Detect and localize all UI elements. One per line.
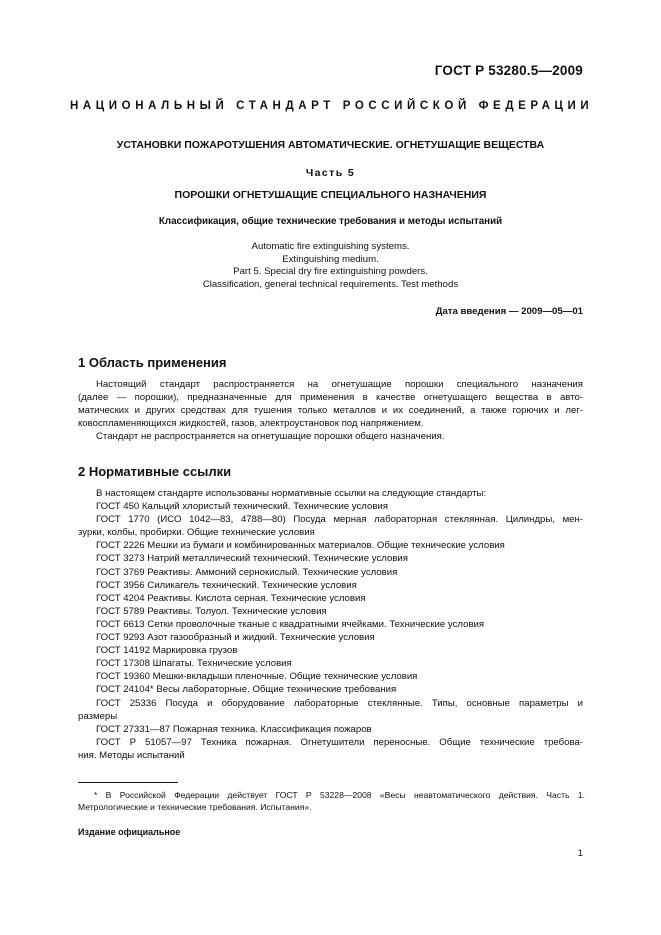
english-title-line: Classification, general technical requirements. Test methods <box>202 278 459 290</box>
part-label: Часть 5 <box>305 167 356 179</box>
reference-line: ГОСТ 2226 Мешки из бумаги и комбинированных материалов. Общие технические условия <box>96 540 505 552</box>
paragraph-line: ковоспламеняющихся жидкостей, газов, электроустановок под напряжением. <box>78 418 424 430</box>
reference-line: зурки, колбы, пробирки. Общие технические условия <box>78 527 315 539</box>
reference-line: ГОСТ 4204 Реактивы. Кислота серная. Технические условия <box>96 592 366 604</box>
paragraph-line: Стандарт не распространяется на огнетушащие порошки общего назначения. <box>96 431 445 443</box>
section-1-heading: 1 Область применения <box>78 355 227 370</box>
section-1-body <box>78 378 583 443</box>
reference-line: ГОСТ 24104* Весы лабораторные. Общие технические требования <box>96 684 397 696</box>
reference-line: ГОСТ 9293 Азот газообразный и жидкий. Технические условия <box>96 632 375 644</box>
reference-line: ГОСТ Р 51057—97 Техника пожарная. Огнетушители переносные. Общие технические требова- <box>96 736 583 748</box>
reference-line: ГОСТ 19360 Мешки-вкладыши пленочные. Общие технические условия <box>96 671 418 683</box>
paragraph-line: матических и других средствах для тушения только металлов и их соединений, а также горючих и лег- <box>78 405 583 417</box>
reference-line: ГОСТ 3956 Силикагель технический. Технические условия <box>96 579 357 591</box>
footnote <box>78 789 585 813</box>
paragraph-line: (далее — порошки), предназначенные для применения в качестве огнетушащего вещества в авто- <box>78 392 583 404</box>
reference-line: В настоящем стандарте использованы нормативные ссылки на следующие стандарты: <box>96 488 487 499</box>
reference-line: ГОСТ 3273 Натрий металлический технический. Технические условия <box>96 553 408 565</box>
page-number: 1 <box>577 848 583 859</box>
paragraph-line: Настоящий стандарт распространяется на огнетушащие порошки специального назначения <box>96 379 583 390</box>
footnote-line: Метрологические и технические требования. Испытания». <box>78 802 312 812</box>
section-2-body <box>78 487 583 762</box>
part-title: ПОРОШКИ ОГНЕТУШАЩИЕ СПЕЦИАЛЬНОГО НАЗНАЧЕНИЯ <box>174 189 487 201</box>
english-title-line: Part 5. Special dry fire extinguishing powders. <box>233 266 428 278</box>
reference-line: ГОСТ 14192 Маркировка грузов <box>96 645 238 657</box>
document-title: УСТАНОВКИ ПОЖАРОТУШЕНИЯ АВТОМАТИЧЕСКИЕ. ОГНЕТУШАЩИЕ ВЕЩЕСТВА <box>116 139 545 151</box>
document-number: ГОСТ Р 53280.5—2009 <box>434 63 583 78</box>
national-standard-banner: НАЦИОНАЛЬНЫЙ СТАНДАРТ РОССИЙСКОЙ ФЕДЕРАЦИИ <box>70 100 594 112</box>
reference-line: ГОСТ 17308 Шпагаты. Технические условия <box>96 658 292 670</box>
reference-line: ния. Методы испытаний <box>78 749 185 761</box>
reference-line: ГОСТ 6613 Сетки проволочные тканые с квадратными ячейками. Технические условия <box>96 618 485 630</box>
footnote-line: * В Российской Федерации действует ГОСТ Р 53228—2008 «Весы неавтоматического действия. Часть 1. <box>94 790 585 800</box>
introduction-date: Дата введения — 2009—05—01 <box>435 306 583 317</box>
reference-line: ГОСТ 450 Кальций хлористый технический. Технические условия <box>96 501 388 513</box>
official-edition-label: Издание официальное <box>78 827 181 837</box>
reference-line: ГОСТ 27331—87 Пожарная техника. Классификация пожаров <box>96 723 372 735</box>
section-2-heading: 2 Нормативные ссылки <box>78 464 232 479</box>
reference-line: ГОСТ 5789 Реактивы. Толуол. Технические условия <box>96 605 327 617</box>
part-subtitle: Классификация, общие технические требования и методы испытаний <box>158 216 503 227</box>
footnote-divider <box>78 782 178 783</box>
english-title <box>60 241 601 291</box>
reference-line: размеры <box>78 710 118 722</box>
reference-line: ГОСТ 3769 Реактивы. Аммоний сернокислый. Технические условия <box>96 566 398 578</box>
reference-line: ГОСТ 25336 Посуда и оборудование лабораторные стеклянные. Типы, основные параметры и <box>96 697 583 709</box>
reference-line: ГОСТ 1770 (ИСО 1042—83, 4788—80) Посуда мерная лабораторная стеклянная. Цилиндры, мен- <box>96 514 583 526</box>
english-title-line: Extinguishing medium. <box>282 253 379 265</box>
english-title-line: Automatic fire extinguishing systems. <box>251 241 410 252</box>
